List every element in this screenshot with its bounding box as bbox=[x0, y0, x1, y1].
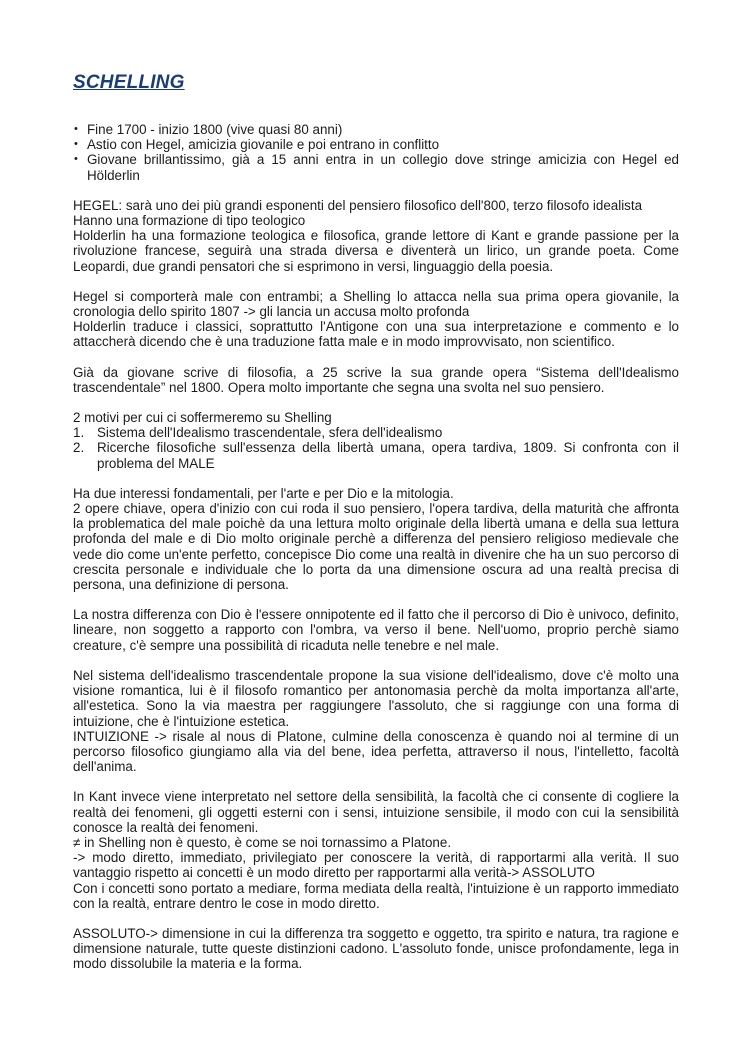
paragraph-holderlin-translation: Holderlin traduce i classici, soprattutto l'Antigone con una sua interpretazione e commento e lo attaccherà dicendo che è una traduzione fatta male e in modo improvvisato, non scientifico. bbox=[73, 319, 679, 350]
paragraph-opere-chiave: 2 opere chiave, opera d'inizio con cui roda il suo pensiero, l'opera tardiva, della maturità che affronta la problematica del male poichè da una lettura molto originale della libertà umana e della sua lettura profonda del male e di Dio molto originale perchè a differenza del pensiero religioso medievale che vede dio come un'ente perfetto, concepisce Dio come una realtà in divenire che ha un suo percorso di crescita personale e individuale che lo porta da una dimensione oscura ad una realtà precisa di persona, una definizione di persona. bbox=[73, 501, 679, 593]
item-text: Sistema dell'Idealismo trascendentale, sfera dell'idealismo bbox=[97, 425, 443, 441]
paragraph-sistema: Già da giovane scrive di filosofia, a 25 scrive la sua grande opera “Sistema dell'Idealismo trascendentale” nel 1800. Opera molto importante che segna una svolta nel suo pensiero. bbox=[73, 364, 679, 395]
motivi-numbered-list bbox=[73, 425, 679, 471]
paragraph-sistema-idealismo: Nel sistema dell'idealismo trascendentale propone la sua visione dell'idealismo, dove c'è molto una visione romantica, lui è il filosofo romantico per antonomasia perchè da molta importanza all'arte, all'estetica. Sono la via maestra per raggiungere l'assoluto, che si raggiunge con una forma di intuizione, che è l'intuizione estetica. bbox=[73, 667, 679, 729]
numbered-item bbox=[73, 425, 679, 440]
paragraph-intuizione: INTUIZIONE -> risale al nous di Platone, culmine della conoscenza è quando noi al termine di un percorso filosofico giungiamo alla via del bene, idea perfetta, attraverso il nous, l'intelletto, facoltà dell'anima. bbox=[73, 728, 679, 775]
bullet-item: • Giovane brillantissimo, già a 15 anni entra in un collegio dove stringe amicizia con Hegel ed Hölderlin bbox=[73, 152, 679, 182]
paragraph-modo-diretto: -> modo diretto, immediato, privilegiato per conoscere la verità, di rapportarmi alla verità. Il suo vantaggio rispetto ai concetti è un modo diretto per rapportarmi alla verità-> ASSOLUTO bbox=[73, 850, 679, 881]
paragraph-interessi: Ha due interessi fondamentali, per l'arte e per Dio e la mitologia. bbox=[73, 485, 454, 501]
motivi-intro: 2 motivi per cui ci soffermeremo su Shelling bbox=[73, 410, 332, 426]
intro-bullet-list bbox=[73, 122, 679, 183]
bullet-item: • Astio con Hegel, amicizia giovanile e poi entrano in conflitto bbox=[73, 137, 679, 152]
paragraph-gap bbox=[73, 592, 679, 607]
paragraph-gap bbox=[73, 774, 679, 789]
paragraph-kant: In Kant invece viene interpretato nel settore della sensibilità, la facoltà che ci consente di cogliere la realtà dei fenomeni, gli oggetti esterni con i sensi, intuizione sensibile, il modo con cui la sensibilità conosce la realtà dei fenomeni. bbox=[73, 789, 679, 835]
page-title: SCHELLING bbox=[73, 72, 185, 93]
paragraph-gap bbox=[73, 471, 679, 486]
paragraph-concetti: Con i concetti sono portato a mediare, forma mediata della realtà, l'intuizione è un rapporto immediato con la realtà, entrare dentro le cose in modo diretto. bbox=[73, 880, 679, 911]
item-text: Ricerche filosofiche sull'essenza della libertà umana, opera tardiva, 1809. Si confronta con il problema del MALE bbox=[97, 440, 679, 471]
paragraph-differenza-dio: La nostra differenza con Dio è l'essere onnipotente ed il fatto che il percorso di Dio è univoco, definito, lineare, non soggetto a rapporto con l'ombra, va verso il bene. Nell'uomo, proprio perchè siamo creature, c'è sempre una possibilità di ricaduta nelle tenebre e nel male. bbox=[73, 607, 679, 653]
item-number: 1. bbox=[73, 425, 85, 441]
paragraph-holderlin: Holderlin ha una formazione teologica e filosofica, grande lettore di Kant e grande passione per la rivoluzione francese, seguirà una strada diversa e diventerà un lirico, un grande poeta. Come Leopardi, due grandi pensatori che si esprimono in versi, linguaggio della poesia. bbox=[73, 228, 679, 274]
paragraph-shelling-platone: ≠ in Shelling non è questo, è come se noi tornassimo a Platone. bbox=[73, 834, 452, 850]
item-number: 2. bbox=[73, 440, 85, 456]
numbered-item bbox=[73, 440, 679, 470]
paragraph-gap bbox=[73, 911, 679, 926]
paragraph-hegel-attack: Hegel si comporterà male con entrambi; a Shelling lo attacca nella sua prima opera giovanile, la cronologia dello spirito 1807 -> gli lancia un accusa molto profonda bbox=[73, 288, 679, 320]
paragraph-gap bbox=[73, 350, 679, 365]
paragraph-hegel: HEGEL: sarà uno dei più grandi esponenti del pensiero filosofico dell'800, terzo filosofo idealista bbox=[73, 197, 643, 213]
paragraph-gap bbox=[73, 653, 679, 668]
paragraph-gap bbox=[73, 274, 679, 289]
paragraph-assoluto: ASSOLUTO-> dimensione in cui la differenza tra soggetto e oggetto, tra spirito e natura, tra ragione e dimensione naturale, tutte queste distinzioni cadono. L'assoluto fonde, unisce profondamente, lega in modo dissolubile la materia e la forma. bbox=[73, 925, 679, 972]
bullet-item: • Fine 1700 - inizio 1800 (vive quasi 80 anni) bbox=[73, 122, 679, 137]
paragraph-gap bbox=[73, 183, 679, 198]
paragraph-formazione: Hanno una formazione di tipo teologico bbox=[73, 213, 306, 229]
paragraph-gap bbox=[73, 395, 679, 410]
